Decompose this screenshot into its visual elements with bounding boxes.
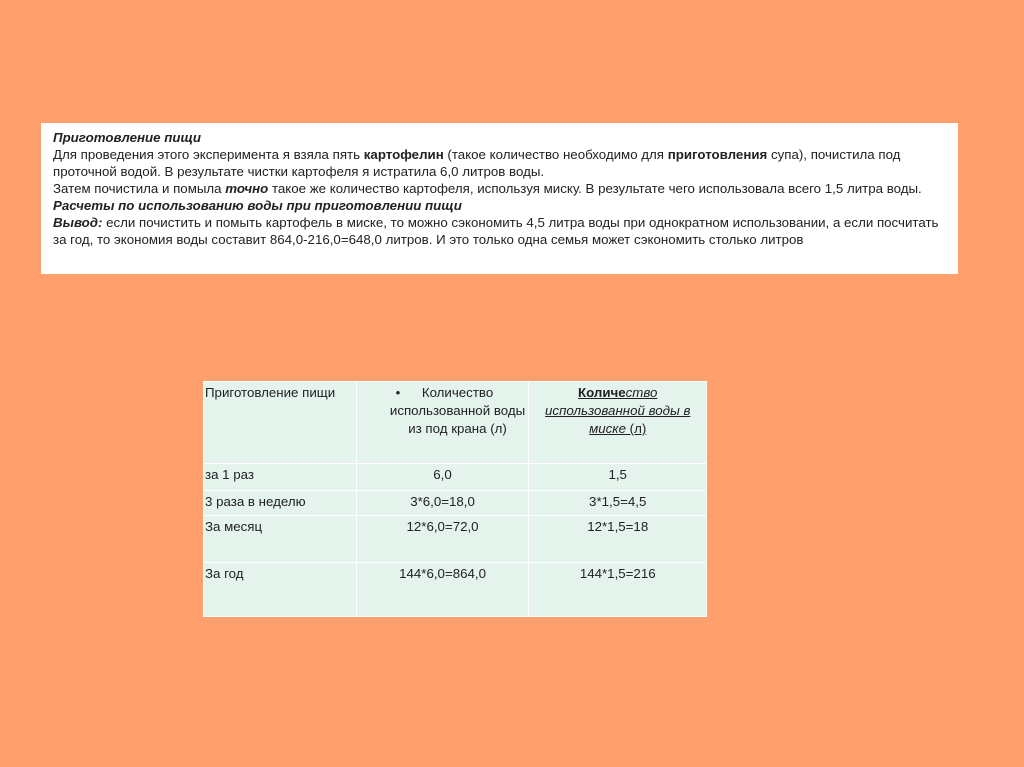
paragraph-experiment-part3: супа), почистила под проточной водой. В результате чистки картофеля я истратила 6,0 литров воды.: [53, 147, 901, 179]
conclusion-text: если почистить и помыть картофель в миске, то можно сэкономить 4,5 литра воды при однократном использовании, а если посчитать за год, то экономия воды составит 864,0-216,0=648,0 литров. И это только одна семья может сэкономить столько литров: [53, 215, 939, 247]
table-row: [204, 563, 707, 617]
header-bowl-unit: (л): [625, 421, 647, 436]
paragraph-bowl-emphasis: точно: [225, 181, 269, 196]
row-label: За месяц: [204, 516, 357, 563]
paragraph-experiment: [53, 146, 946, 180]
tap-value: 12*6,0=72,0: [356, 516, 529, 563]
header-bowl-water: [529, 382, 707, 464]
bullet-icon: •: [395, 385, 401, 400]
header-bowl-bold: Количе: [577, 385, 626, 400]
row-label: За год: [204, 563, 357, 617]
header-bowl-italic: ство использованной воды в миске: [545, 385, 691, 436]
table-row: [204, 516, 707, 563]
paragraph-experiment-part1: Для проведения этого эксперимента я взяла пять: [53, 147, 364, 162]
paragraph-bowl-part1: Затем почистила и помыла: [53, 181, 226, 196]
panel-heading: Приготовление пищи: [53, 130, 202, 145]
table-row: [204, 464, 707, 491]
paragraph-experiment-part2: (такое количество необходимо для: [443, 147, 668, 162]
bowl-value: 3*1,5=4,5: [529, 491, 707, 516]
bowl-value: 144*1,5=216: [529, 563, 707, 617]
water-usage-table: [203, 381, 707, 617]
calculations-subheading: Расчеты по использованию воды при приготовлении пищи: [53, 198, 462, 213]
header-tap-water: [356, 382, 529, 464]
header-tap-water-label: Количество использованной воды из под крана (л): [389, 385, 526, 436]
paragraph-bowl: [53, 180, 946, 197]
row-label: за 1 раз: [204, 464, 357, 491]
bowl-value: 1,5: [529, 464, 707, 491]
paragraph-experiment-bold1: картофелин: [363, 147, 444, 162]
table-header-row: [204, 382, 707, 464]
tap-value: 6,0: [356, 464, 529, 491]
bowl-value: 12*1,5=18: [529, 516, 707, 563]
header-cooking: Приготовление пищи: [204, 382, 357, 464]
table-row: [204, 491, 707, 516]
conclusion-paragraph: [53, 214, 946, 248]
text-panel: [41, 123, 958, 274]
paragraph-experiment-bold2: приготовления: [667, 147, 768, 162]
tap-value: 3*6,0=18,0: [356, 491, 529, 516]
conclusion-label: Вывод:: [53, 215, 103, 230]
tap-value: 144*6,0=864,0: [356, 563, 529, 617]
paragraph-bowl-part2: такое же количество картофеля, используя миску. В результате чего использовала всего 1,5 литра воды.: [268, 181, 922, 196]
row-label: 3 раза в неделю: [204, 491, 357, 516]
